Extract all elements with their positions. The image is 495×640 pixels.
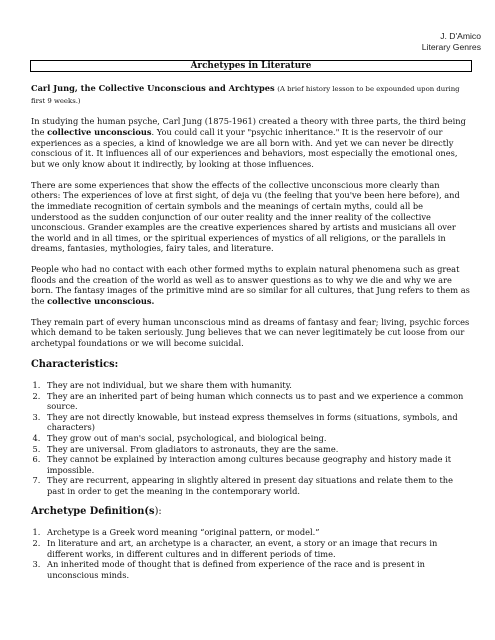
intro-note: (A brief history lesson to be expounded upon during first 9 weeks.) bbox=[31, 85, 460, 105]
list-item: 5. They are universal. From gladiators to astronauts, they are the same. bbox=[43, 444, 471, 455]
definitions-heading-bold: Archetype Definition(s bbox=[31, 506, 155, 518]
list-item: 7. They are recurrent, appearing in slightly altered in present day situations and relate them to the past in order to get the meaning in the contemporary world. bbox=[43, 475, 471, 496]
list-item: 6. They cannot be explained by interaction among cultures because geography and history made it impossible. bbox=[43, 454, 471, 475]
list-item: 3. They are not directly knowable, but instead express themselves in forms (situations, symbols, and characters) bbox=[43, 412, 471, 433]
definitions-list bbox=[31, 527, 471, 580]
page-header bbox=[422, 31, 481, 52]
paragraph-1 bbox=[31, 116, 471, 169]
paragraph-1-bold: collective unconscious bbox=[47, 127, 152, 138]
list-item: 1. They are not individual, but we share them with humanity. bbox=[43, 380, 471, 391]
paragraph-3-bold: collective unconscious. bbox=[47, 295, 155, 306]
paragraph-1-text-b: . You could call it your "psychic inheritance." It is the reservoir of our experiences as a species, a kind of knowledge we are all born with. And yet we can never be directly conscious of it. It influences all of our experiences and behaviors, most especially the emotional ones, but we only know about it indirectly, by looking at those influences. bbox=[31, 127, 458, 169]
paragraph-2: There are some experiences that show the effects of the collective unconscious more clearly than others: The experiences of love at first sight, of deja vu (the feeling that you've been here before), and the immediate recognition of certain symbols and the meanings of certain myths, could all be understood as the sudden conjunction of our outer reality and the inner reality of the collective unconscious. Grander examples are the creative experiences shared by artists and musicians all over the world and in all times, or the spiritual experiences of mystics of all religions, or the parallels in dreams, fantasies, mythologies, fairy tales, and literature. bbox=[31, 179, 460, 254]
definitions-heading bbox=[31, 506, 471, 518]
intro-heading-paragraph bbox=[31, 83, 471, 106]
course-name: Literary Genres bbox=[421, 41, 481, 52]
paragraph-3 bbox=[31, 264, 471, 306]
characteristics-list bbox=[31, 380, 471, 497]
characteristics-heading: Characteristics: bbox=[31, 358, 119, 370]
paragraph-3-text: People who had no contact with each other formed myths to explain natural phenomena such as great floods and the creation of the world as well as to answer questions as to why we die and why we are born. The fantasy images of the primitive mind are so similar for all cultures, that Jung refers to them as the bbox=[31, 264, 470, 306]
list-item: 3. An inherited mode of thought that is defined from experience of the race and is present in unconscious minds. bbox=[43, 559, 471, 580]
paragraph-1-text-a: In studying the human psyche, Carl Jung (1875-1961) created a theory with three parts, the third being the bbox=[31, 116, 466, 138]
paragraph-4: They remain part of every human unconscious mind as dreams of fantasy and fear; living, psychic forces which demand to be taken seriously. Jung believes that we can never legitimately be cut loose from our archetypal foundations or we will become suicidal. bbox=[31, 316, 470, 349]
list-item: 2. They are an inherited part of being human which connects us to past and we experience a common source. bbox=[43, 391, 471, 412]
list-item: 4. They grow out of man's social, psychological, and biological being. bbox=[43, 433, 471, 444]
document-body bbox=[31, 83, 471, 590]
definitions-heading-rest: ): bbox=[154, 506, 162, 518]
list-item: 2. In literature and art, an archetype is a character, an event, a story or an image that recurs in different works, in different cultures and in different periods of time. bbox=[43, 538, 471, 559]
list-item: 1. Archetype is a Greek word meaning “original pattern, or model.” bbox=[43, 527, 471, 538]
document-title: Archetypes in Literature bbox=[30, 60, 472, 72]
intro-heading: Carl Jung, the Collective Unconscious and Archtypes bbox=[31, 83, 275, 93]
author-name: J. D'Amico bbox=[440, 31, 481, 41]
